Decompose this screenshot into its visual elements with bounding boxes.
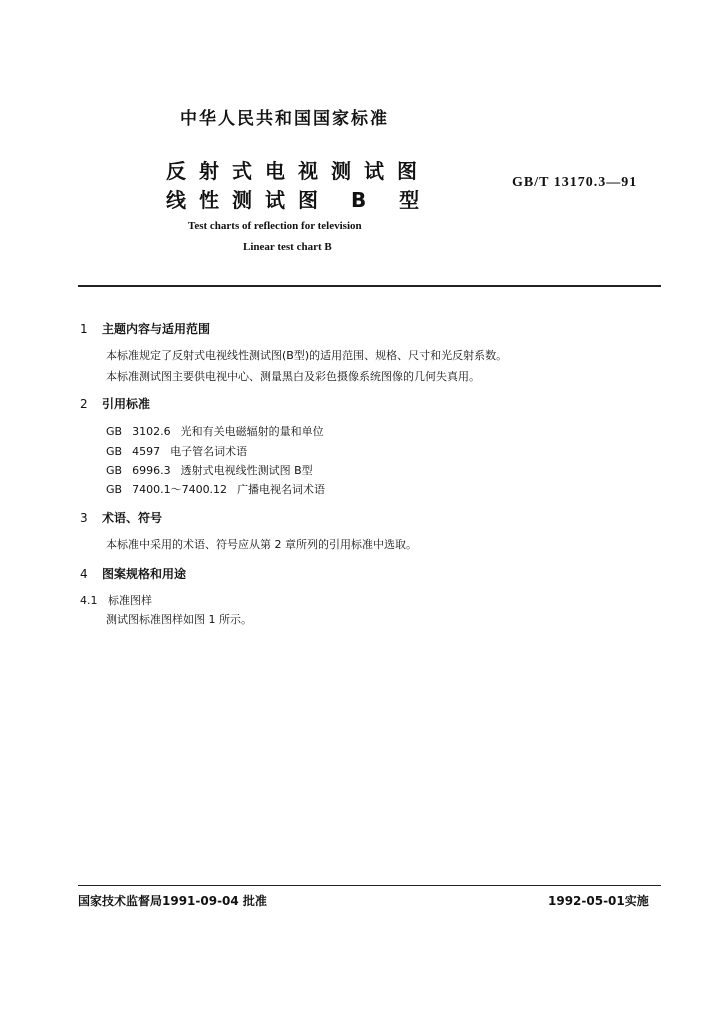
english-title-1: Test charts of reflection for television	[188, 220, 362, 232]
reference-item	[106, 443, 257, 459]
section-title: 图案规格和用途	[102, 567, 187, 581]
header-divider	[78, 285, 661, 287]
document-title-line-1: 反射式电视测试图	[166, 159, 430, 183]
section-number: 4	[80, 567, 88, 581]
reference-item	[106, 462, 323, 478]
section-3-paragraph-1: 本标准中采用的术语、符号应从第 2 章所列的引用标准中选取。	[106, 538, 417, 551]
section-number: 1	[80, 322, 88, 336]
reference-title: 光和有关电磁辐射的量和单位	[180, 425, 324, 438]
section-1-paragraph-1: 本标准规定了反射式电视线性测试图(B型)的适用范围、规格、尺寸和光反射系数。	[106, 349, 508, 362]
reference-item	[106, 481, 335, 497]
english-title-2: Linear test chart B	[243, 241, 332, 253]
section-4-heading	[80, 565, 186, 582]
section-title: 主题内容与适用范围	[102, 322, 211, 336]
reference-prefix: GB	[106, 425, 123, 438]
reference-title: 透射式电视线性测试图 B型	[180, 464, 313, 477]
section-title: 术语、符号	[102, 511, 163, 525]
section-3-heading	[80, 509, 162, 526]
subsection-4-1-heading	[80, 592, 152, 608]
effective-date: 1992-05-01实施	[548, 894, 649, 908]
reference-prefix: GB	[106, 445, 123, 458]
reference-item	[106, 423, 334, 439]
reference-title: 广播电视名词术语	[237, 483, 326, 496]
standard-code: GB/T 13170.3—91	[512, 175, 638, 190]
section-number: 2	[80, 397, 88, 411]
approval-line: 国家技术监督局1991-09-04 批准	[78, 894, 267, 908]
reference-code: 4597	[132, 445, 161, 458]
section-1-heading	[80, 320, 210, 337]
section-2-heading	[80, 395, 150, 412]
section-1-paragraph-2: 本标准测试图主要供电视中心、测量黑白及彩色摄像系统图像的几何失真用。	[106, 370, 480, 383]
reference-code: 6996.3	[132, 464, 171, 477]
document-title-line-2: 线性测试图 B 型	[166, 188, 433, 212]
footer-divider	[78, 885, 661, 886]
subsection-number: 4.1	[80, 594, 98, 607]
reference-prefix: GB	[106, 464, 123, 477]
subsection-4-1-text: 测试图标准图样如图 1 所示。	[106, 613, 252, 626]
national-standard-title: 中华人民共和国国家标准	[180, 109, 389, 129]
section-number: 3	[80, 511, 88, 525]
subsection-title: 标准图样	[108, 594, 152, 607]
reference-code: 3102.6	[132, 425, 171, 438]
reference-prefix: GB	[106, 483, 123, 496]
reference-code: 7400.1～7400.12	[132, 483, 228, 496]
section-title: 引用标准	[102, 397, 151, 411]
reference-title: 电子管名词术语	[170, 445, 248, 458]
